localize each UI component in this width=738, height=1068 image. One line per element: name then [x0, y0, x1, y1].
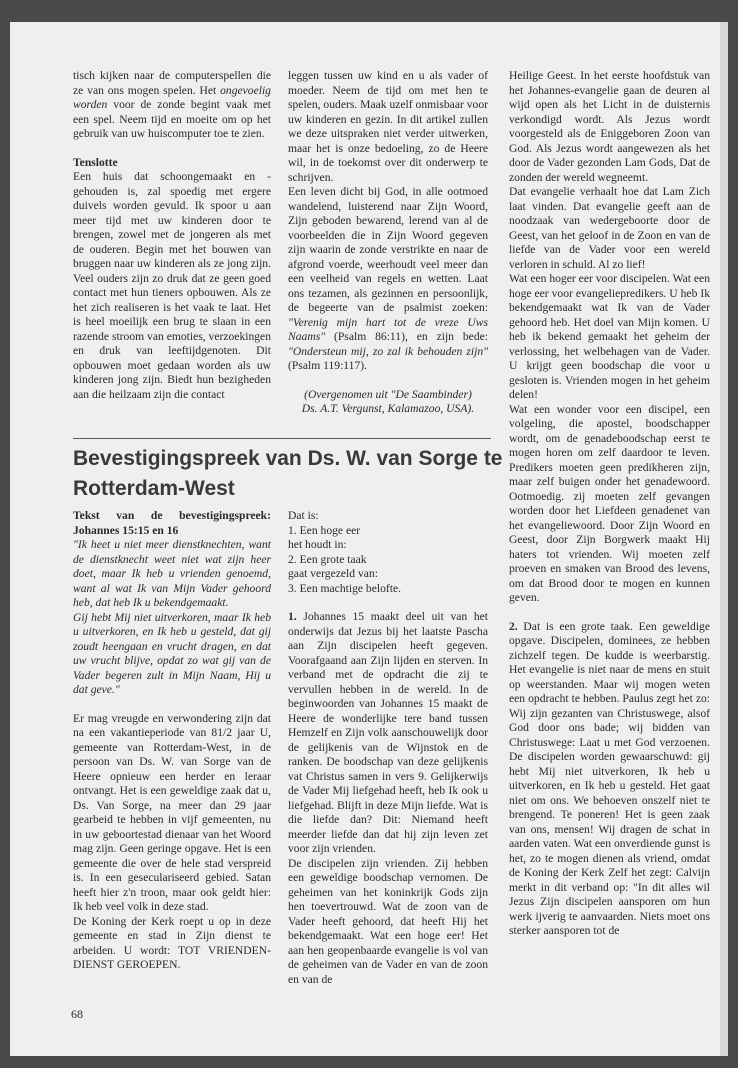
scripture-quote: "Ik heet u niet meer dienstknechten, want de dienstknecht weet niet wat zijn heer doet, maar Ik heb u vrienden genoemd, want al wat Ik van Mijn Vader gehoord heb, dat heb Ik u bekendgemaakt. [73, 538, 271, 609]
point-number: 2. [509, 619, 518, 633]
magazine-page [10, 22, 728, 1056]
paragraph: Heilige Geest. In het eerste hoofdstuk van het Johannes-evangelie gaan de deuren al wijd open als het Licht in de duisternis verkondigd wordt. Als Jezus wordt voorgesteld als de Eniggeboren Zoon van God. Als Jezus wordt aangewezen als het door de Vader gezonden Lam Gods, Dat de zonden der wereld wegneemt. [509, 69, 710, 184]
outline-line: Dat is: [288, 509, 319, 522]
paragraph: Een huis dat schoongemaakt en - gehouden is, zal spoedig met ergere duivels worden gevuld. Ik spoor u aan meer tijd met uw kinderen door te brengen, zowel met de jongeren als met de ouderen. Begin met het bouwen van bruggen naar uw kinderen als ze jong zijn. Veel ouders zijn zo druk dat ze geen goed contact met hun tieners opbouwen. Als ze het zich realiseren is het vaak te laat. Het is heel moeilijk een brug te slaan in een razende stroom van emoties, verzoekingen en druk van leeftijdgenoten. Dit opbouwen moet gedaan worden als uw kinderen jong zijn. Biedt hun bezigheden aan die heilzaam zijn die contact [73, 170, 271, 401]
column-3 [509, 69, 710, 939]
outline-line: 2. Een grote taak [288, 552, 367, 566]
quote: "Ondersteun mij, zo zal ik behouden zijn" [288, 344, 488, 358]
column-2-sermon [288, 509, 488, 987]
paragraph: tisch kijken naar de computerspellen die ze van ons mogen spelen. Het [73, 69, 271, 97]
section-divider [73, 438, 491, 439]
outline-line: 3. Een machtige belofte. [288, 581, 401, 595]
outline-line: 1. Een hoge eer [288, 523, 361, 537]
text-heading: Tekst van de bevestigingspreek: Johannes 15:15 en 16 [73, 509, 271, 537]
column-2-top [288, 69, 488, 417]
paragraph: leggen tussen uw kind en u als vader of moeder. Neem de tijd om met hen te spelen, ouders. Maak uzelf onmisbaar voor uw kinderen en gezin. In dit artikel zullen we deze uitspraken niet verder uitwerken, maar het is onze bedoeling, zo de Heere wil, in de toekomst over dit onderwerp te schrijven. [288, 69, 488, 184]
reference: (Psalm 86:11), en zijn bede: [334, 330, 488, 343]
column-1-sermon [73, 509, 271, 973]
paragraph: De Koning der Kerk roept u op in deze gemeente en stad in Zijn dienst te arbeiden. U wordt: TOT VRIENDEN-DIENST GEROEPEN. [73, 914, 271, 971]
scripture-quote: Gij hebt Mij niet uitverkoren, maar Ik heb u uitverkoren, en Ik heb u gesteld, dat gij zoudt heengaan en vrucht dragen, en dat uw vrucht blijve, opdat zo wat gij van de Vader begeren zult in Mijn Naam, Hij u dat geve." [73, 610, 271, 696]
paragraph: Johannes 15 maakt deel uit van het onderwijs dat Jezus bij het laatste Pascha aan Zijn discipelen heeft gegeven. Voorafgaand aan Zijn lijden en sterven. In verband met de opdracht die zij te vervullen hebben in de wereld. In de beginwoorden van Johannes 15 maakt de Heere de wonderlijke tere band tussen Hemzelf en Zijn volk aanschouwelijk door de gelijkenis van de Wijnstok en de ranken. De boodschap van deze gelijkenis vat Christus samen in vers 9. Gelijkerwijs de Vader Mij liefgehad heeft, heb Ik ook u liefgehad. Blijft in deze Mijn liefde. Wat is die liefde dan? Dit: Niemand heeft meerder liefde dan dat hij zijn leven zet voor zijn vrienden. [288, 610, 488, 855]
outline-line: het houdt in: [288, 538, 347, 551]
paragraph: Er mag vreugde en verwondering zijn dat na een vakantieperiode van 81/2 jaar U, gemeente van Rotterdam-West, in de persoon van Ds. W. van Sorge van de Heere opnieuw een herder en leraar ontvangt. Het is een geweldige zaak dat u, Ds. Van Sorge, na meer dan 29 jaar gearbeid te hebben in vijf gemeenten, nu in uw geboortestad dienaar van het Woord mag zijn. Geen geringe opgave. Het is een gemeente die over de hele stad verspreid is. In een geseculariseerd gebied. Satan heeft hier z'n troon, maar ook geldt hier: Ik heb veel volk in deze stad. [73, 711, 271, 913]
column-1-top [73, 69, 271, 402]
italic-phrase: ongevoelig worden [73, 83, 271, 111]
page-number: 68 [71, 1007, 83, 1021]
reference: (Psalm 119:117). [288, 359, 368, 372]
paragraph: Een leven dicht bij God, in alle ootmoed wandelend, luisterend naar Zijn Woord, Zijn geboden bewarend, lerend van al de voorbeelden die in Zijn Woord gegeven zijn waarin de zonde verstrikte en naar de afgrond voerde, weerhoudt veel meer dan een veelheid van regels en wetten. Laat ons tezamen, als gezinnen en persoonlijk, de begeerte van de psalmist zoeken: [288, 185, 488, 314]
paragraph: Wat een wonder voor een discipel, een volgeling, die apostel, boodschapper wordt, om de genadeboodschap eerst te mogen horen om zelf daardoor te leven. Predikers moeten geen predikheren zijn, maar zelf buigen onder het genadewoord. Ootmoedig. zij moeten zelf gevangen worden door het Liefdeen genadenet van het evangeliewoord. Door Zijn Woord en Geest, door Zijn Borgwerk maakt Hij haters tot vrienden. Wij moeten zelf proeven en smaken van Brood des levens, om dat Brood door te mogen en kunnen geven. [509, 402, 710, 604]
paragraph: voor de zonde begint vaak met een spel. Neem tijd en moeite om op het gebruik van uw huiscomputer toe te zien. [73, 98, 271, 140]
page-edge [720, 22, 728, 1056]
outline-line: gaat vergezeld van: [288, 567, 378, 580]
quote: "Verenig mijn hart tot de vreze Uws Naams" [288, 315, 488, 343]
point-number: 1. [288, 610, 297, 623]
paragraph: De discipelen zijn vrienden. Zij hebben een geweldige boodschap vernomen. De geheimen van het koninkrijk Gods zijn hen toevertrouwd. Wat de zoon van de Vader heeft gehoord, dat heeft Hij het bekendgemaakt. Wat een hoge eer! Het aan hen geopenbaarde evangelie is vol van de geheimen van de Vader en van de zoon en van de [288, 856, 488, 986]
source-citation: (Overgenomen uit "De Saambinder) [304, 387, 472, 401]
paragraph: Dat is een grote taak. Een geweldige opgave. Discipelen, dominees, ze hebben zichzelf tegen. De kudde is weerbarstig. Het evangelie is niet naar de mens en stuit op weerstanden. Maar wij mogen weten een opdracht te hebben. Paulus zegt het zo: Wij zijn gezanten van Christuswege, alsof God door ons bade; wij bidden van Christuswege: Laat u met God verzoenen. De discipelen worden gewaarschuwd: gij hebt Mij niet uitverkoren, Ik heb u uitverkoren, en Ik heb u gesteld. Het gaat niet om ons. We behoeven onszelf niet te brengend. Te poneren! Het is geen zaak van ons, mensen! Wij dragen de schat in aarden vaten. Wat een onverdiende gunst is het, zo te mogen dienen als vriend, omdat de Koning der Kerk Zelf het zegt: Calvijn merkt in dit verband op: "In dit alles wil Jezus Zijn discipelen aansporen om hun werk ijverig te aanvaarden. Niets moet ons sterker aansporen tot de [509, 619, 710, 937]
paragraph: Wat een hoger eer voor discipelen. Wat een hoge eer voor evangeliepredikers. U heb Ik bekendgemaakt wat Ik van de Vader gehoord heb. Het doel van Mijn komen. U heb ik bekend gemaakt het geheim der verlossing, het welbehagen van de Vader. U krijgt geen boodschap die voor u gesloten is. Vrienden mogen in het geheim delen! [509, 272, 710, 401]
section-heading: Tenslotte [73, 155, 118, 169]
paragraph: Dat evangelie verhaalt hoe dat Lam Zich laat vinden. Dat evangelie geeft aan de noodzaak van wedergeboorte door de Geest, van het geloof in de Zoon en van de liefde van de Vader voor een wereld verloren in schuld. Al zo lief! [509, 185, 710, 271]
author-citation: Ds. A.T. Vergunst, Kalamazoo, USA). [301, 402, 475, 415]
article-headline: Bevestigingspreek van Ds. W. van Sorge te Rotterdam-West [73, 447, 503, 500]
